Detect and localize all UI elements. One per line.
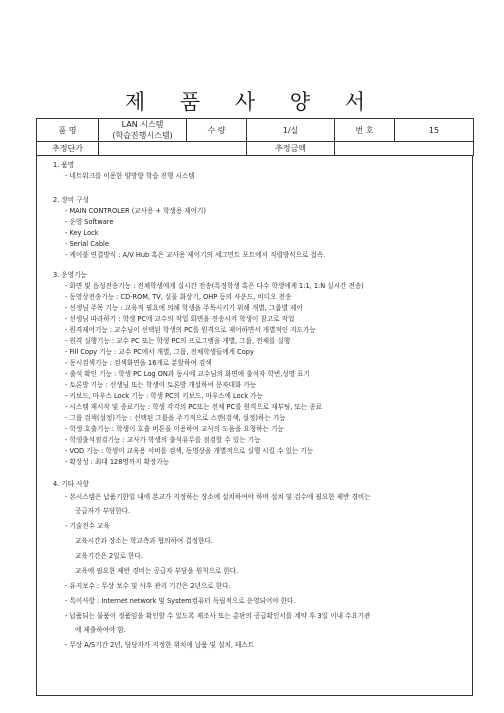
section-heading: 4. 기타 사항 xyxy=(53,480,89,488)
section-item: - 원격 실행기능 : 교수 PC 또는 학생 PC의 프로그램을 개별, 그룹, 전체를 실행 xyxy=(65,337,291,345)
section-heading: 1. 품명 xyxy=(53,161,75,169)
section-item: 교육에 필요한 제반 경비는 공급자 부담을 원칙으로 한다. xyxy=(75,567,239,575)
product-name-label: 품 명 xyxy=(37,119,99,142)
section-item: - 토론방 기능 : 선생님 또는 학생이 토론방 개설하여 문자대화 가능 xyxy=(65,381,257,389)
section-item: - Key Lock xyxy=(65,229,99,237)
unit-price-label: 추정단가 xyxy=(37,142,99,156)
section-heading: 2. 장비 구성 xyxy=(53,196,89,204)
section-item: 교육시간과 장소는 학교측과 협의하여 결정한다. xyxy=(75,537,213,545)
section-item: - 납품되는 물품이 정품임을 확인할 수 있도록 제조사 또는 총판의 공급확인서를 계약 후 3일 이내 수요기관 xyxy=(65,612,371,620)
section-item: - 선생님 따라하기 : 학생 PC에 교수의 작업 화면을 전송시켜 학생이 참고로 작업 xyxy=(65,315,295,323)
section-item: - 운영 Software xyxy=(65,218,114,226)
section-item: 공급자가 부담한다. xyxy=(75,507,131,515)
amount-value xyxy=(335,142,474,156)
quantity-label: 수 량 xyxy=(187,119,247,142)
section-item: - 확장성 : 최대 128명까지 확장가능 xyxy=(65,458,170,466)
section-item: - 선생님 주목 기능 : 교육적 필요에 의해 학생을 주목시키기 위해 개별, 그룹별 제어 xyxy=(65,304,303,312)
section-item: - 동영상전송기능 : CD-ROM, TV, 실물 화상기, OHP 등의 사운드, 비디오 전송 xyxy=(65,293,292,301)
product-name-line-1: LAN 시스템 xyxy=(121,120,164,129)
amount-label: 추정금액 xyxy=(247,142,335,156)
section-item: - 특이사항 : Internet network 및 System컴퓨터 독립적으로 운영되어야 한다. xyxy=(65,597,296,605)
section-item: - VOD 기능 : 학생이 교육용 서버를 검색, 동영상을 개별적으로 실행 시킬 수 있는 기능 xyxy=(65,447,314,455)
section-item: 교육기간은 2일로 한다. xyxy=(75,552,143,560)
section-item: - 학생 호출기능 : 학생이 호출 버튼을 이용하여 교사의 도움을 요청하는 기능 xyxy=(65,425,284,433)
document-title: 제 품 사 양 서 xyxy=(124,90,380,114)
section-item: - 학생출석점검기능 : 교사가 학생의 출석유무를 점검할 수 있는 기능 xyxy=(65,436,261,444)
spec-body xyxy=(36,155,473,696)
section-item: - 기술전수 교육 xyxy=(65,522,110,530)
product-name-line-2: (학습진행시스템) xyxy=(112,131,173,140)
number-value: 15 xyxy=(395,119,474,142)
section-item: - 본시스템은 납품기한일 내에 본교가 지정하는 장소에 설치하여야 하며 설치 및 검수에 필요한 제반 경비는 xyxy=(65,493,371,501)
section-item: - MAIN CONTROLER (교사용 + 학생용 제어기) xyxy=(65,207,206,215)
quantity-value: 1/실 xyxy=(247,119,335,142)
section-item: - 유지보수 : 무상 보수 및 사후 관리 기간은 2년으로 한다. xyxy=(65,582,231,590)
unit-price-value xyxy=(99,142,247,156)
section-item: - 시스템 재시작 및 종료기능 : 학생 각각의 PC또는 전체 PC를 원격으로 재부팅, 또는 종료 xyxy=(65,403,323,411)
section-item: - 그룹 검색(설정)기능 : 선택된 그룹을 주기적으로 스캔(검색, 설정)하는 기능 xyxy=(65,414,286,422)
number-label: 번 호 xyxy=(335,119,395,142)
spec-header-table xyxy=(36,118,474,156)
section-item: - Fill Copy 기능 : 교수 PC에서 개별, 그룹, 전체학생들에게 Copy xyxy=(65,348,254,356)
product-name-value xyxy=(99,119,187,142)
section-item: - 원격제어기능 : 교수님이 선택된 학생의 PC를 원격으로 제어하면서 개별적인 지도가능 xyxy=(65,326,316,334)
section-item: - 화면 및 음성전송기능 : 전체학생에게 실시간 전송(특정학생 혹은 다수 학생에게 1:1, 1:N 실시간 전송) xyxy=(65,282,364,290)
section-heading: 3. 운영기능 xyxy=(53,271,87,279)
section-item: - 키보드, 마우스 Lock 기능 : 학생 PC의 키보드, 마우스에 Lock 가능 xyxy=(65,392,263,400)
section-item: 에 제출하여야 함. xyxy=(75,626,126,634)
section-item: - Serial Cable xyxy=(65,240,109,248)
section-item: - 네트워크를 이용한 양방향 학습 진행 시스템 xyxy=(65,172,195,180)
section-item: - 케이블 연결방식 : A/V Hub 혹은 교사용 제어기의 세그먼트 포트에서 직렬방식으로 접속. xyxy=(65,251,326,259)
section-item: - 출석 확인 기능 : 학생 PC Log ON과 동시에 교수님의 화면에 출석자 학번,성명 표기 xyxy=(65,370,310,378)
section-item: - 무상 A/S기간 2년, 담당자가 지정한 위치에 납품 및 설치, 테스트 xyxy=(65,641,255,649)
section-item: - 동시검색기능 : 검색화면을 16개로 분할하여 검색 xyxy=(65,359,212,367)
